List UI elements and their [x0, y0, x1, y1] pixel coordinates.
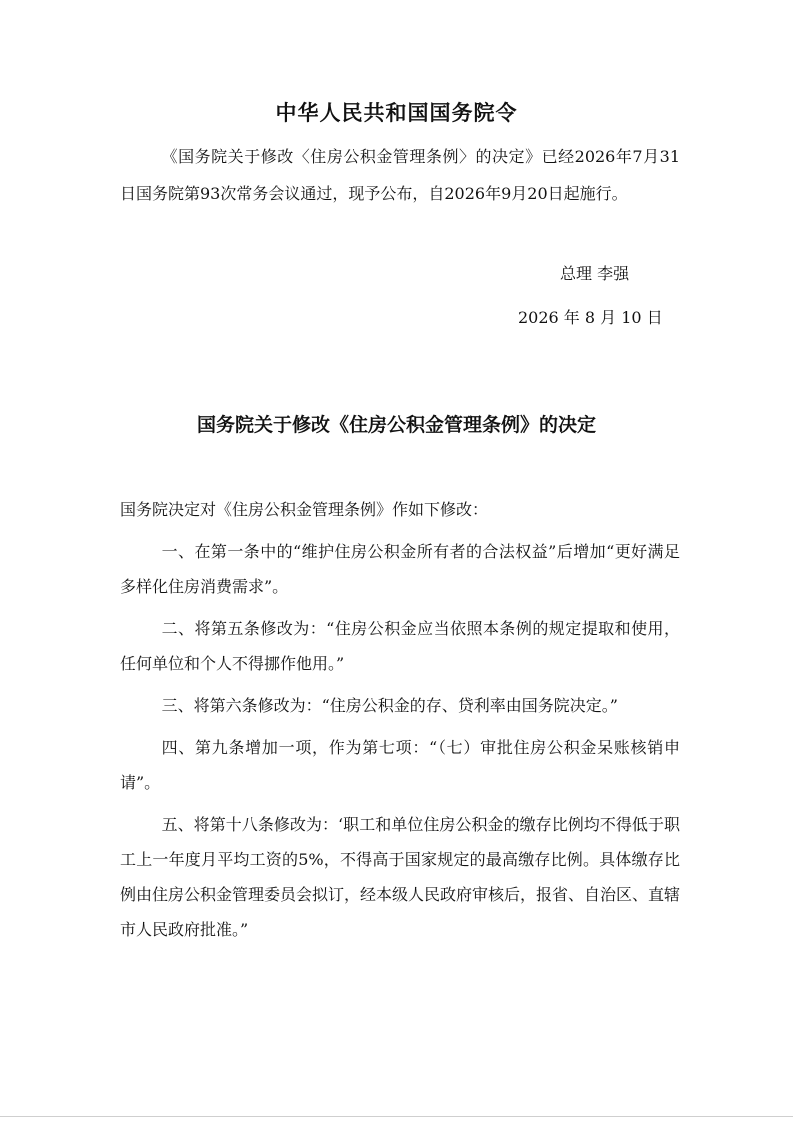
signer: 总理 李强 [560, 264, 630, 283]
decision-intro: 国务院决定对《住房公积金管理条例》作如下修改： [120, 500, 489, 519]
decree-announcement: 《国务院关于修改〈住房公积金管理条例〉的决定》已经2026年7月31日国务院第93次常务会议通过，现予公布，自2026年9月20日起施行。 [120, 147, 680, 203]
decision-body [120, 492, 680, 954]
amendment-item: 一、在第一条中的“维护住房公积金所有者的合法权益”后增加“更好满足多样化住房消费需求”。 [120, 542, 680, 596]
decision-title: 国务院关于修改《住房公积金管理条例》的决定 [196, 414, 596, 436]
issue-date: 2026 年 8 月 10 日 [518, 308, 663, 327]
amendment-item: 二、将第五条修改为：“住房公积金应当依照本条例的规定提取和使用，任何单位和个人不得挪作他用。” [120, 619, 680, 673]
amendment-item: 三、将第六条修改为：“住房公积金的存、贷利率由国务院决定。” [161, 696, 618, 715]
amendment-item: 四、第九条增加一项，作为第七项：“（七）审批住房公积金呆账核销申请”。 [120, 738, 680, 792]
page-bottom-divider [0, 1116, 793, 1117]
decree-title: 中华人民共和国国务院令 [275, 101, 518, 125]
amendment-item: 五、将第十八条修改为：‘职工和单位住房公积金的缴存比例均不得低于职工上一年度月平均工资的5%，不得高于国家规定的最高缴存比例。具体缴存比例由住房公积金管理委员会拟订，经本级人民政府审核后，报省、自治区、直辖市人民政府批准。” [120, 815, 681, 939]
